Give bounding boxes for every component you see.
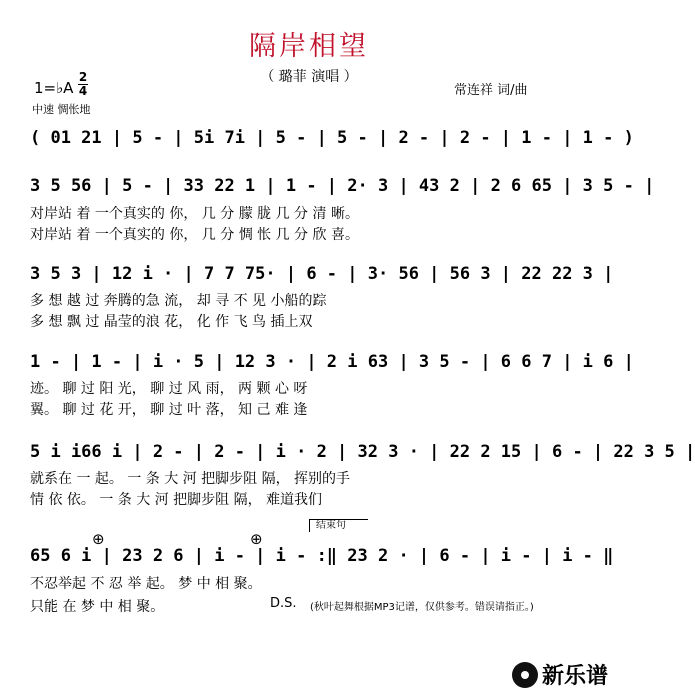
lyric-row-2-verse2: 多 想 飘 过 晶莹的浪 花， 化 作 飞 鸟 插上双 <box>30 314 313 330</box>
ds-marking: D.S. <box>270 596 297 611</box>
time-top: 2 <box>78 70 88 84</box>
key-signature: 1=♭A <box>34 79 74 97</box>
lyric-row-3-verse1: 迹。 聊 过 阳 光， 聊 过 风 雨， 两 颗 心 呀 <box>30 381 308 397</box>
score-row-1: 3 5 56 | 5 - | 33 22 1 | 1 - | 2· 3 | 43 2 | 2 6 65 | 3 5 - | <box>30 176 655 196</box>
ending-phrase-label: 结束句 <box>309 519 368 532</box>
time-bottom: 4 <box>78 84 88 98</box>
score-row-2: 3 5 3 | 12 i · | 7 7 75· | 6 - | 3· 56 | 56 3 | 22 22 3 | <box>30 264 614 284</box>
coda-sign-2: ⊕ <box>250 530 263 548</box>
lyric-row-2-verse1: 多 想 越 过 奔腾的急 流， 却 寻 不 见 小船的踪 <box>30 293 327 309</box>
composer-credit: 常连祥 词/曲 <box>454 83 528 98</box>
lyric-row-1-verse1: 对岸站 着 一个真实的 你， 几 分 朦 胧 几 分 清 晰。 <box>30 206 359 222</box>
lyric-row-1-verse2: 对岸站 着 一个真实的 你， 几 分 惆 怅 几 分 欣 喜。 <box>30 227 359 243</box>
lyric-row-4-verse2: 情 依 依。 一 条 大 河 把脚步阻 隔， 难道我们 <box>30 492 323 508</box>
time-signature <box>78 72 88 97</box>
performer-subtitle: （ 璐菲 演唱 ） <box>260 69 358 85</box>
lyric-row-4-verse1: 就系在 一 起。 一 条 大 河 把脚步阻 隔， 挥别的手 <box>30 471 351 487</box>
transcription-note: (秋叶起舞根据MP3记谱，仅供参考。错误请指正。) <box>310 602 534 613</box>
site-logo <box>512 659 608 690</box>
lyric-row-5-verse1: 不忍举起 不 忍 举 起。 梦 中 相 聚。 <box>30 576 262 592</box>
score-row-intro: ( 01 21 | 5 - | 5i 7i | 5 - | 5 - | 2 - | 2 - | 1 - | 1 - ) <box>30 128 634 148</box>
tempo-marking: 中速 惆怅地 <box>32 103 91 116</box>
score-row-4: 5 i i66 i | 2 - | 2 - | i · 2 | 32 3 · | 22 2 15 | 6 - | 22 3 5 | <box>30 442 695 462</box>
lyric-row-5-verse2: 只能 在 梦 中 相 聚。 <box>30 599 165 615</box>
logo-text: 新乐谱 <box>541 664 608 689</box>
coda-sign-1: ⊕ <box>92 530 105 548</box>
song-title: 隔岸相望 <box>249 31 369 62</box>
lyric-row-3-verse2: 翼。 聊 过 花 开， 聊 过 叶 落， 知 己 难 逢 <box>30 402 308 418</box>
score-row-5: 65 6 i | 23 2 6 | i - | i - :‖ 23 2 · | 6 - | i - | i - ‖ <box>30 546 614 566</box>
score-row-3: 1 - | 1 - | i · 5 | 12 3 · | 2 i 63 | 3 5 - | 6 6 7 | i 6 | <box>30 352 634 372</box>
music-disc-icon <box>512 662 538 688</box>
